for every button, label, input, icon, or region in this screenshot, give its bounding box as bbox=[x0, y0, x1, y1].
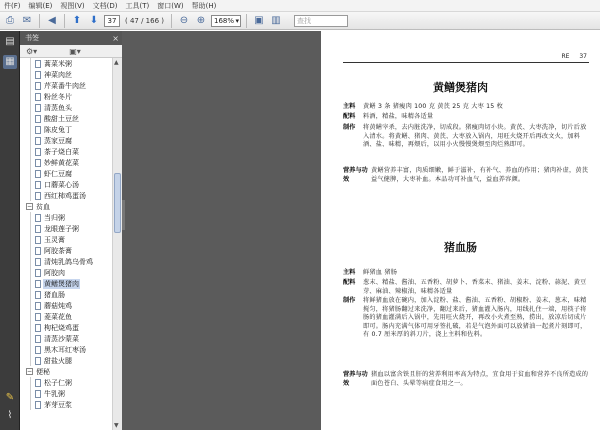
header-page-number: 37 bbox=[579, 53, 587, 60]
recipe-entry bbox=[343, 279, 591, 296]
menu-help[interactable]: 帮助(H) bbox=[191, 1, 217, 10]
search-input[interactable]: 查找 bbox=[294, 15, 348, 27]
entry-value: 料酒，精盐，味精各适量 bbox=[363, 113, 434, 120]
previous-page-icon[interactable]: ⬆ bbox=[72, 15, 82, 26]
entry-value: 葱末、精盐、酱油、五香粉、胡萝卜、香菜末、猪油、姜末、淀粉、蒜泥、黄豆芽、麻油、辣椒油，味精各适量 bbox=[363, 279, 587, 295]
bookmark-item[interactable] bbox=[20, 377, 112, 388]
print-icon[interactable]: ⎙ bbox=[6, 15, 14, 26]
close-icon[interactable]: × bbox=[112, 33, 119, 43]
bookmark-label: 茅芽豆浆 bbox=[44, 400, 72, 409]
recipe-entry bbox=[343, 371, 591, 388]
bookmark-label: 清蒸沙蒙菜 bbox=[44, 334, 79, 343]
bookmark-label: 清蒸鱼头 bbox=[44, 103, 72, 112]
bookmark-label: 神菜肉丝 bbox=[44, 70, 72, 79]
bookmark-label: 粉丝冬片 bbox=[44, 92, 72, 101]
toolbar-divider bbox=[64, 14, 65, 28]
tree-line bbox=[30, 300, 31, 311]
bookmark-item[interactable] bbox=[20, 322, 112, 333]
entry-key: 制作 bbox=[343, 297, 356, 304]
tree-line bbox=[30, 190, 31, 201]
page-icon bbox=[35, 390, 41, 398]
bookmark-item[interactable] bbox=[20, 69, 112, 80]
fit-page-icon[interactable]: ▣ bbox=[254, 15, 264, 26]
bookmark-group[interactable] bbox=[20, 201, 112, 212]
bookmark-item[interactable] bbox=[20, 289, 112, 300]
bookmark-label: 龙眼莲子粥 bbox=[44, 224, 79, 233]
bookmark-label: 玉灵膏 bbox=[44, 235, 65, 244]
recipe-entry bbox=[343, 103, 591, 112]
bookmark-item[interactable] bbox=[20, 223, 112, 234]
tree-line bbox=[30, 256, 31, 267]
panel-splitter[interactable] bbox=[122, 200, 125, 230]
running-header bbox=[343, 53, 589, 63]
entry-key: 营养与功效 bbox=[343, 167, 368, 183]
zoom-out-icon[interactable]: ⊖ bbox=[179, 15, 189, 26]
bookmark-label: 阿胶肉 bbox=[44, 268, 65, 277]
panel-header bbox=[20, 31, 122, 45]
page-icon bbox=[35, 93, 41, 101]
bookmark-item[interactable] bbox=[20, 355, 112, 366]
bookmark-label: 陈皮兔丁 bbox=[44, 125, 72, 134]
recipe-entry bbox=[343, 297, 591, 340]
panel-title: 书签 bbox=[25, 34, 39, 42]
menu-tools[interactable]: 工具(T) bbox=[125, 1, 150, 10]
bookmark-label: 芹菜番牛肉丝 bbox=[44, 81, 86, 90]
bookmark-label: 茶子烧白菜 bbox=[44, 147, 79, 156]
tree-line bbox=[30, 355, 31, 366]
bookmark-item[interactable] bbox=[20, 124, 112, 135]
options-icon[interactable]: ⚙▾ bbox=[26, 46, 38, 56]
page-icon bbox=[35, 247, 41, 255]
header-section: RE bbox=[561, 53, 570, 60]
tree-line bbox=[30, 102, 31, 113]
tree-line bbox=[30, 344, 31, 355]
bookmark-item[interactable] bbox=[20, 113, 112, 124]
fit-width-icon[interactable]: ▥ bbox=[271, 15, 281, 26]
recipe-entry bbox=[343, 167, 591, 184]
entry-value: 猪血以富含铁且肝的营养利用率高为特点，宜食用于贫血和营养不良所造成的面色苍白、头晕等病症食用之一。 bbox=[371, 371, 589, 387]
page-icon bbox=[35, 181, 41, 189]
bookmark-item[interactable] bbox=[20, 234, 112, 245]
bookmark-item[interactable] bbox=[20, 168, 112, 179]
tree-line bbox=[30, 179, 31, 190]
page-icon bbox=[35, 170, 41, 178]
bookmark-label: 西红柿鸡蛋汤 bbox=[44, 191, 86, 200]
page-icon bbox=[35, 258, 41, 266]
bookmark-item[interactable] bbox=[20, 212, 112, 223]
page-icon bbox=[35, 302, 41, 310]
bookmark-item[interactable] bbox=[20, 278, 112, 289]
bookmark-label: 黑木耳红枣汤 bbox=[44, 345, 86, 354]
page-icon bbox=[35, 236, 41, 244]
tree-line bbox=[30, 234, 31, 245]
tree-line bbox=[30, 267, 31, 278]
bookmark-group[interactable] bbox=[20, 366, 112, 377]
toolbar-divider bbox=[39, 14, 40, 28]
menu-document[interactable]: 文档(D) bbox=[92, 1, 118, 10]
new-bookmark-icon[interactable]: ▣▾ bbox=[69, 46, 81, 56]
next-page-icon[interactable]: ⬇ bbox=[89, 15, 99, 26]
tree-line bbox=[30, 399, 31, 410]
page-icon bbox=[35, 335, 41, 343]
bookmark-item[interactable] bbox=[20, 311, 112, 322]
bookmark-item[interactable] bbox=[20, 344, 112, 355]
bookmark-label: 妙鲜黄花菜 bbox=[44, 158, 79, 167]
bookmark-label: 松子仁粥 bbox=[44, 378, 72, 387]
bookmark-label: 菱菜花鱼 bbox=[44, 312, 72, 321]
page-icon bbox=[35, 269, 41, 277]
tree-line bbox=[30, 113, 31, 124]
toolbar-divider bbox=[171, 14, 172, 28]
tree-line bbox=[30, 377, 31, 388]
tree-line bbox=[30, 69, 31, 80]
page-icon bbox=[35, 159, 41, 167]
tree-line bbox=[30, 80, 31, 91]
page-icon bbox=[35, 148, 41, 156]
page-icon bbox=[35, 115, 41, 123]
bookmark-label: 蘑菇炖鸡 bbox=[44, 301, 72, 310]
page-icon bbox=[35, 60, 41, 68]
page-icon bbox=[35, 280, 41, 288]
bookmark-label: 清炖乳鸽乌骨鸡 bbox=[44, 257, 93, 266]
entry-key: 配料 bbox=[343, 113, 356, 120]
zoom-in-icon[interactable]: ⊕ bbox=[196, 15, 206, 26]
bookmark-label: 贫血 bbox=[36, 202, 50, 211]
page-icon bbox=[35, 225, 41, 233]
tree-line bbox=[30, 289, 31, 300]
bookmark-label: 甜盐火腿 bbox=[44, 356, 72, 365]
bookmark-item[interactable] bbox=[20, 300, 112, 311]
attachments-icon[interactable]: ⌇ bbox=[7, 410, 13, 421]
recipe-title: 黄鳝煲猪肉 bbox=[433, 81, 488, 94]
recipe-entry bbox=[343, 269, 591, 278]
tree-line bbox=[30, 245, 31, 256]
entry-value: 鲜猪血 猪肠 bbox=[363, 269, 398, 276]
bookmark-label: 枸杞烧鸡蛋 bbox=[44, 323, 79, 332]
bookmark-item[interactable] bbox=[20, 333, 112, 344]
page-number-input[interactable]: 37 bbox=[104, 15, 120, 27]
menu-window[interactable]: 窗口(W) bbox=[157, 1, 184, 10]
entry-key: 主料 bbox=[343, 269, 356, 276]
tree-line bbox=[30, 91, 31, 102]
bookmark-item[interactable] bbox=[20, 58, 112, 69]
bookmark-item[interactable] bbox=[20, 256, 112, 267]
bookmark-item[interactable] bbox=[20, 245, 112, 256]
tree-line bbox=[30, 157, 31, 168]
tree-line bbox=[30, 311, 31, 322]
tree-line bbox=[30, 278, 31, 289]
bookmark-scrollbar[interactable] bbox=[112, 58, 122, 430]
bookmark-label: 牛乳粥 bbox=[44, 389, 65, 398]
recipe-entry bbox=[343, 124, 591, 150]
bookmark-label: 蒸家豆腐 bbox=[44, 136, 72, 145]
bookmark-item[interactable] bbox=[20, 399, 112, 410]
bookmark-label: 酸甜土豆丝 bbox=[44, 114, 79, 123]
scrollbar-thumb[interactable] bbox=[114, 173, 121, 233]
scroll-down-icon[interactable]: ▼ bbox=[114, 422, 119, 429]
bookmarks-icon[interactable]: ▦ bbox=[3, 55, 17, 69]
entry-value: 将鲜猪血放在碗内，加入淀粉、盐、酱油、五香粉、胡椒粉、姜末、葱末，味精搅匀，将猪肠翻过来洗净，翻过来后，猪血灌入肠内，用线扎住一端，用筷子将肠的猪血灌满后入锅中，先用旺火烧开，再改小火煮至熟，捞出，放凉后切成片即可。肠内充满气体可用牙签扎破，若是气泡外面可以放猪油一起煮片刻即可，有 0.7 厘米厚的斜刀片，浇上主料和佐料。 bbox=[363, 297, 587, 339]
bookmark-tree bbox=[20, 58, 112, 430]
page-icon bbox=[35, 401, 41, 409]
document-page bbox=[321, 31, 600, 430]
bookmark-label: 阿胶茶膏 bbox=[44, 246, 72, 255]
page-icon bbox=[35, 357, 41, 365]
recipe-title: 猪血肠 bbox=[444, 241, 477, 254]
back-icon[interactable]: ◀ bbox=[48, 15, 56, 26]
entry-value: 黄鳝 3 条 猪瘦肉 100 克 黄芪 25 克 大枣 15 枚 bbox=[363, 103, 503, 110]
page-icon bbox=[35, 324, 41, 332]
bookmark-item[interactable] bbox=[20, 135, 112, 146]
comments-icon[interactable]: ✎ bbox=[5, 392, 15, 403]
scroll-up-icon[interactable]: ▲ bbox=[114, 59, 119, 66]
page-icon bbox=[35, 379, 41, 387]
bookmark-item[interactable] bbox=[20, 91, 112, 102]
bookmark-item[interactable] bbox=[20, 102, 112, 113]
tree-line bbox=[30, 135, 31, 146]
zoom-level-select[interactable]: 168% ▾ bbox=[211, 15, 241, 27]
tree-line bbox=[30, 223, 31, 234]
bookmark-label: 当归粥 bbox=[44, 213, 65, 222]
tree-line bbox=[30, 322, 31, 333]
bookmark-label: 口蘑菜心汤 bbox=[44, 180, 79, 189]
page-icon bbox=[35, 82, 41, 90]
menu-edit[interactable]: 编辑(E) bbox=[28, 1, 53, 10]
page-icon bbox=[35, 192, 41, 200]
page-thumbnails-icon[interactable]: ▤ bbox=[5, 36, 15, 47]
bookmark-item[interactable] bbox=[20, 388, 112, 399]
collapse-icon[interactable]: − bbox=[27, 368, 33, 375]
tree-line bbox=[30, 333, 31, 344]
entry-key: 制作 bbox=[343, 124, 356, 131]
tree-line bbox=[30, 212, 31, 223]
menu-file[interactable]: 件(F) bbox=[4, 1, 21, 10]
entry-key: 营养与功效 bbox=[343, 371, 368, 387]
share-icon[interactable]: ✉ bbox=[22, 15, 32, 26]
bookmark-label: 猪血肠 bbox=[44, 290, 65, 299]
page-icon bbox=[35, 71, 41, 79]
bookmark-item[interactable] bbox=[20, 146, 112, 157]
bookmark-label: 黄鳝煲猪肉 bbox=[44, 279, 79, 288]
bookmark-label: 便秘 bbox=[36, 367, 50, 376]
toolbar-divider bbox=[246, 14, 247, 28]
bookmarks-panel bbox=[20, 31, 122, 430]
panel-toolbar bbox=[20, 45, 122, 58]
toolbar bbox=[0, 12, 600, 30]
tree-line bbox=[30, 146, 31, 157]
tree-line bbox=[30, 124, 31, 135]
menu-view[interactable]: 视图(V) bbox=[60, 1, 85, 10]
collapse-icon[interactable]: − bbox=[27, 203, 33, 210]
page-count: ( 47 / 166 ) bbox=[125, 16, 164, 25]
page-icon bbox=[35, 104, 41, 112]
tree-line bbox=[30, 58, 31, 69]
bookmark-item[interactable] bbox=[20, 157, 112, 168]
tree-line bbox=[30, 168, 31, 179]
menu-bar bbox=[0, 0, 600, 12]
navigation-rail bbox=[0, 31, 20, 430]
recipe-entry bbox=[343, 113, 591, 122]
page-icon bbox=[35, 291, 41, 299]
bookmark-item[interactable] bbox=[20, 190, 112, 201]
entry-value: 黄鳝营养丰富，肉质细嫩，鲜于滋补，有补气、养血的作用；猪肉补虚，黄芪益气健脾，大枣补血。本品功可补血气，益血养容颜。 bbox=[371, 167, 589, 183]
entry-key: 配料 bbox=[343, 279, 356, 286]
bookmark-label: 虾仁豆腐 bbox=[44, 169, 72, 178]
tree-line bbox=[30, 388, 31, 399]
document-background bbox=[122, 31, 321, 430]
page-icon bbox=[35, 346, 41, 354]
entry-key: 主料 bbox=[343, 103, 356, 110]
bookmark-item[interactable] bbox=[20, 80, 112, 91]
page-icon bbox=[35, 126, 41, 134]
page-icon bbox=[35, 137, 41, 145]
page-icon bbox=[35, 214, 41, 222]
page-icon bbox=[35, 313, 41, 321]
entry-value: 将黄鳝宰杀，去内脏洗净，切成段。猪瘦肉切小块。黄芪、大枣洗净，切片后放入清水。将黄鳝、猪肉、黄芪、大枣放入锅内，用旺火烧开后再改文火，加料酒、盐、味精，再煨后，以用小火慢慢煲煨至肉烂熟即可。 bbox=[363, 124, 587, 149]
bookmark-item[interactable] bbox=[20, 179, 112, 190]
bookmark-item[interactable] bbox=[20, 267, 112, 278]
bookmark-label: 蒿菜米粥 bbox=[44, 59, 72, 68]
